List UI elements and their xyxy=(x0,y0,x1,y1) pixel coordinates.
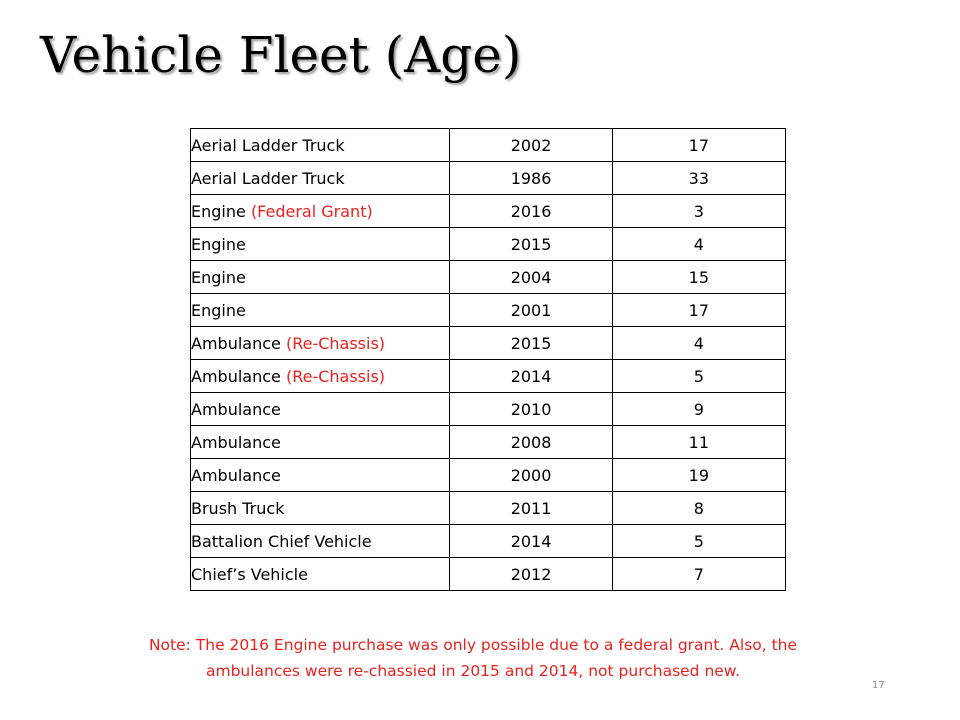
vehicle-name-cell xyxy=(191,459,450,492)
vehicle-row xyxy=(191,492,786,525)
vehicle-name-cell xyxy=(191,261,450,294)
vehicle-name: Brush Truck xyxy=(191,498,285,518)
vehicle-name-cell xyxy=(191,327,450,360)
vehicle-name-cell xyxy=(191,162,450,195)
vehicle-year-cell: 2012 xyxy=(450,558,612,591)
vehicle-year-cell: 2001 xyxy=(450,294,612,327)
vehicle-age-cell: 15 xyxy=(612,261,785,294)
vehicle-year-cell: 2014 xyxy=(450,360,612,393)
footnote-line-1: Note: The 2016 Engine purchase was only possible due to a federal grant. Also, the xyxy=(148,636,798,654)
vehicle-name-cell xyxy=(191,525,450,558)
vehicle-name: Ambulance xyxy=(191,366,281,386)
vehicle-row xyxy=(191,459,786,492)
vehicle-age-cell: 17 xyxy=(612,129,785,162)
vehicle-year-cell: 2002 xyxy=(450,129,612,162)
vehicle-row xyxy=(191,162,786,195)
vehicle-name-cell xyxy=(191,360,450,393)
vehicle-age-cell: 33 xyxy=(612,162,785,195)
vehicle-row xyxy=(191,129,786,162)
vehicle-name-cell xyxy=(191,492,450,525)
vehicle-row xyxy=(191,327,786,360)
vehicle-year-cell: 2000 xyxy=(450,459,612,492)
vehicle-age-cell: 9 xyxy=(612,393,785,426)
vehicle-age-cell: 11 xyxy=(612,426,785,459)
vehicle-age-cell: 3 xyxy=(612,195,785,228)
vehicle-name: Chief’s Vehicle xyxy=(191,564,308,584)
vehicle-year-cell: 2014 xyxy=(450,525,612,558)
vehicle-age-cell: 7 xyxy=(612,558,785,591)
vehicle-name-cell xyxy=(191,426,450,459)
vehicle-row xyxy=(191,360,786,393)
vehicle-age-cell: 19 xyxy=(612,459,785,492)
vehicle-row xyxy=(191,525,786,558)
vehicle-name-cell xyxy=(191,558,450,591)
vehicle-name: Engine xyxy=(191,234,246,254)
vehicle-year-cell: 2015 xyxy=(450,228,612,261)
page-number: 17 xyxy=(872,680,885,691)
vehicle-qualifier: (Federal Grant) xyxy=(250,201,373,221)
footnote-line-2: ambulances were re-chassied in 2015 and 2014, not purchased new. xyxy=(205,662,740,680)
vehicle-year-cell: 2015 xyxy=(450,327,612,360)
vehicle-fleet-table-body xyxy=(191,129,786,591)
vehicle-name-cell xyxy=(191,294,450,327)
footnote xyxy=(40,632,906,684)
vehicle-fleet-table xyxy=(190,128,786,591)
vehicle-row xyxy=(191,393,786,426)
vehicle-name: Engine xyxy=(191,201,246,221)
vehicle-age-cell: 17 xyxy=(612,294,785,327)
vehicle-name-cell xyxy=(191,195,450,228)
vehicle-row xyxy=(191,261,786,294)
vehicle-name: Ambulance xyxy=(191,465,281,485)
vehicle-year-cell: 2011 xyxy=(450,492,612,525)
slide-title: Vehicle Fleet (Age) xyxy=(40,26,522,84)
vehicle-qualifier: (Re-Chassis) xyxy=(285,333,386,353)
vehicle-age-cell: 8 xyxy=(612,492,785,525)
vehicle-row xyxy=(191,195,786,228)
vehicle-qualifier: (Re-Chassis) xyxy=(285,366,386,386)
vehicle-name: Battalion Chief Vehicle xyxy=(191,531,372,551)
vehicle-name: Aerial Ladder Truck xyxy=(191,168,345,188)
vehicle-age-cell: 4 xyxy=(612,327,785,360)
vehicle-year-cell: 1986 xyxy=(450,162,612,195)
vehicle-name: Aerial Ladder Truck xyxy=(191,135,345,155)
vehicle-name-cell xyxy=(191,228,450,261)
vehicle-year-cell: 2008 xyxy=(450,426,612,459)
vehicle-name-cell xyxy=(191,393,450,426)
vehicle-name: Engine xyxy=(191,267,246,287)
vehicle-name-cell xyxy=(191,129,450,162)
vehicle-row xyxy=(191,426,786,459)
vehicle-year-cell: 2010 xyxy=(450,393,612,426)
vehicle-row xyxy=(191,558,786,591)
vehicle-name: Engine xyxy=(191,300,246,320)
vehicle-name: Ambulance xyxy=(191,333,281,353)
vehicle-age-cell: 5 xyxy=(612,525,785,558)
vehicle-year-cell: 2004 xyxy=(450,261,612,294)
vehicle-age-cell: 4 xyxy=(612,228,785,261)
vehicle-row xyxy=(191,294,786,327)
vehicle-name: Ambulance xyxy=(191,399,281,419)
vehicle-row xyxy=(191,228,786,261)
vehicle-year-cell: 2016 xyxy=(450,195,612,228)
vehicle-name: Ambulance xyxy=(191,432,281,452)
vehicle-age-cell: 5 xyxy=(612,360,785,393)
